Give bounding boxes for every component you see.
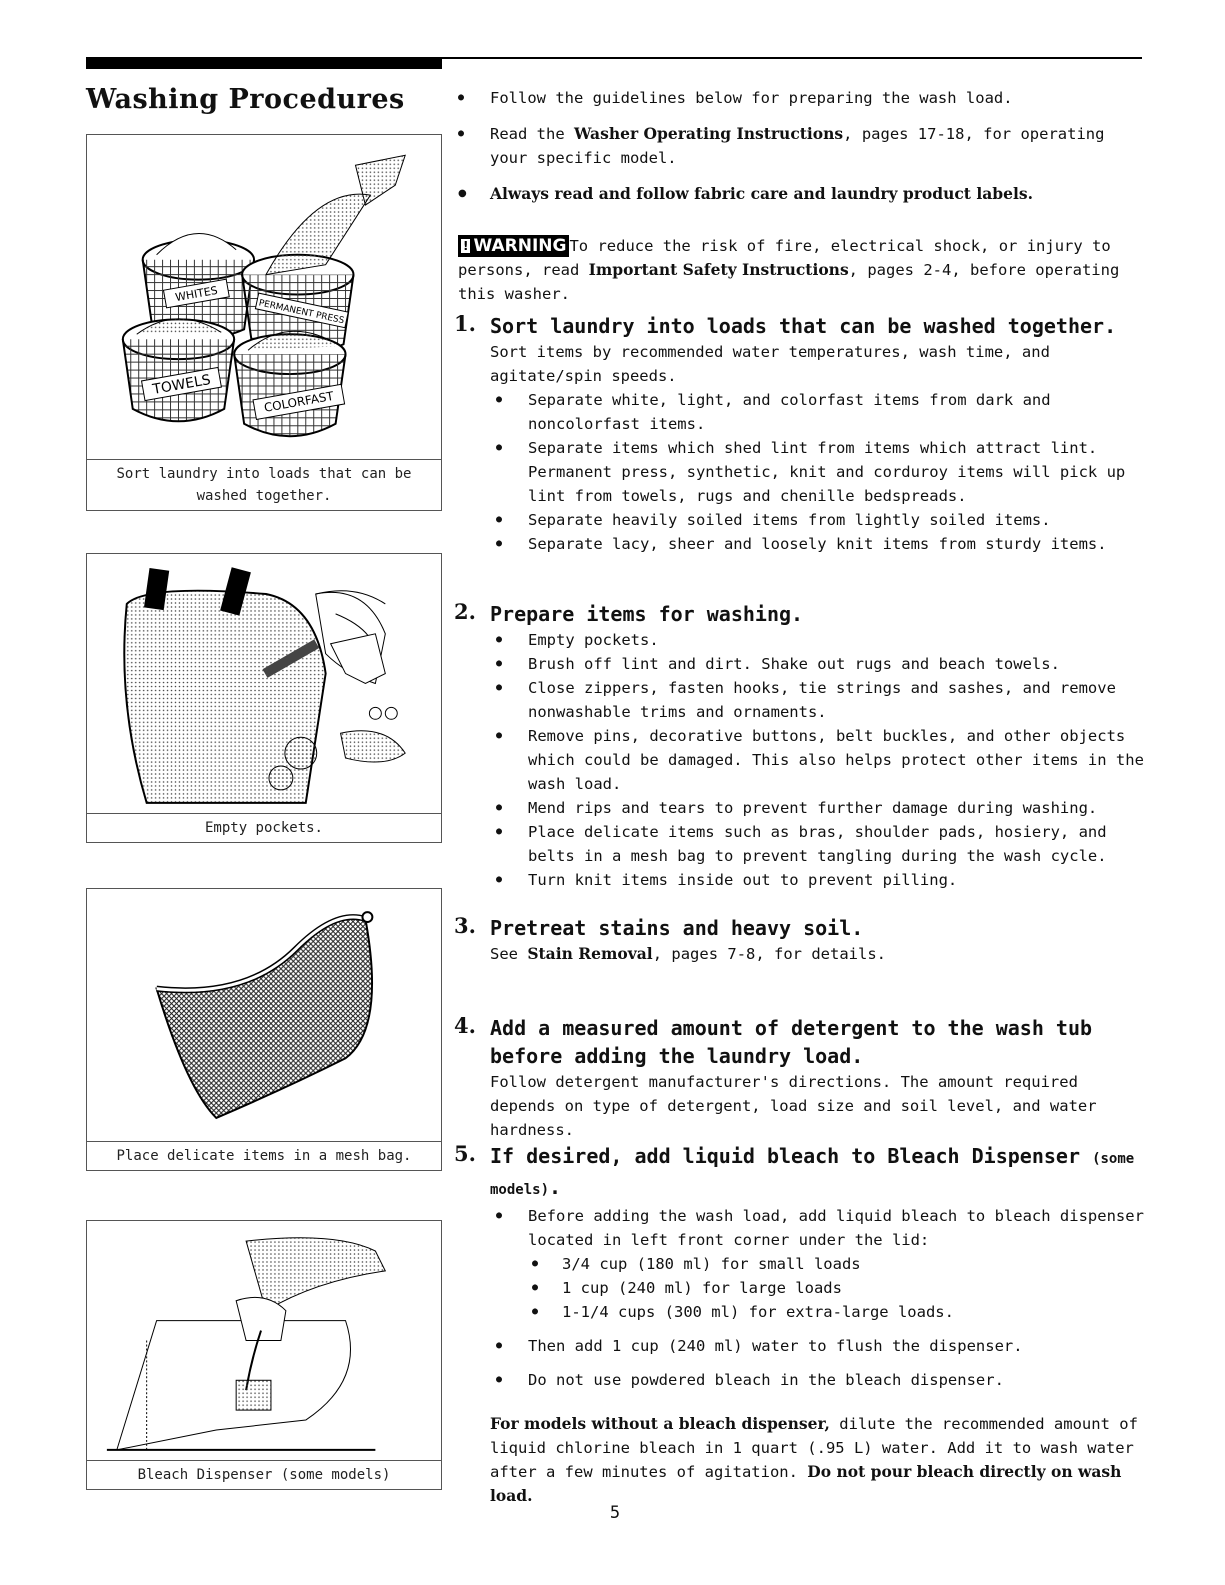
basket-label-colorfast: COLORFAST [262,388,335,415]
step-number: 3. [454,913,476,938]
intro-bullet: ● Read the Washer Operating Instructions, pages 17-18, for operating your specific model. [454,122,1144,170]
warning-badge: ! WARNING [458,235,569,257]
figure-sort-laundry [86,134,442,511]
intro-bullet-bold: ● Always read and follow fabric care and laundry product labels. [454,182,1144,206]
bleach-amount-item: ● 1-1/4 cups (300 ml) for extra-large loads. [454,1300,1144,1324]
bleach-pour-illustration [87,1221,441,1461]
list-item: ● Separate items which shed lint from items which attract lint. Permanent press, synthetic, knit and corduroy items will pick up lint from towels, rugs and chenille bedspreads. [454,436,1144,508]
baskets-svg [87,135,441,459]
step-1 [454,312,1144,556]
jeans-pocket-illustration [87,554,441,814]
bleach-amount-item: ● 1 cup (240 ml) for large loads [454,1276,1144,1300]
list-item: ● Remove pins, decorative buttons, belt buckles, and other objects which could be damaged. This also helps protect other items in the wash load. [454,724,1144,796]
figure-caption: Empty pockets. [204,820,323,836]
list-item: ● Mend rips and tears to prevent further damage during washing. [454,796,1144,820]
step-number: 4. [454,1013,476,1038]
step-title-note: (some models) [490,1151,1135,1198]
list-item: ● Separate heavily soiled items from lightly soiled items. [454,508,1144,532]
list-item: ● Separate lacy, sheer and loosely knit items from sturdy items. [454,532,1144,556]
figure-caption: Sort laundry into loads that can be washed together. [116,466,412,504]
page-title: Washing Procedures [86,84,405,115]
step-2 [454,600,1144,892]
step-body: Sort items by recommended water temperatures, wash time, and agitate/spin speeds. [490,343,1050,385]
mesh-bag-illustration [87,889,441,1142]
warning-block: ! WARNING To reduce the risk of fire, electrical shock, or injury to persons, read Important Safety Instructions, pages 2-4, before operating this washer. [458,236,1120,303]
operating-instructions-ref: Washer Operating Instructions [574,124,844,143]
step-number: 1. [454,311,476,336]
bleach-note: For models without a bleach dispenser, dilute the recommended amount of liquid chlorine bleach in 1 quart (.95 L) water. Add it to wash water after a few minutes of agitation. Do not pour bleach directly on wash load. [490,1414,1138,1505]
figure-mesh-bag [86,888,442,1171]
step-title: Prepare items for washing. [490,602,804,626]
list-item: ● Turn knit items inside out to prevent pilling. [454,868,1144,892]
basket-label-whites: WHITES [174,283,219,305]
intro-section [454,86,1144,206]
basket-label-permanent-press: PERMANENT PRESS [257,298,345,327]
list-item: ● Then add 1 cup (240 ml) water to flush the dispenser. [454,1334,1144,1358]
step-title: Add a measured amount of detergent to the wash tub before adding the laundry load. [490,1016,1093,1068]
warning-triangle-icon: ! [463,239,469,253]
step-body: Follow detergent manufacturer's directions. The amount required depends on type of detergent, load size and soil level, and water hardness. [490,1073,1097,1139]
header-rule-thin [442,57,1142,59]
figure-bleach-dispenser [86,1220,442,1490]
safety-instructions-ref: Important Safety Instructions [588,260,849,279]
step-number: 5. [454,1141,476,1166]
list-item: ● Close zippers, fasten hooks, tie strings and sashes, and remove nonwashable trims and ornaments. [454,676,1144,724]
header-rule-thick [86,57,442,69]
step-5 [454,1142,1144,1508]
figure-empty-pockets [86,553,442,843]
step-title: Sort laundry into loads that can be washed together. [490,314,1117,338]
step-4 [454,1014,1144,1142]
step-title: If desired, add liquid bleach to Bleach Dispenser (some models). [490,1144,1135,1199]
laundry-baskets-illustration [87,135,441,460]
step-number: 2. [454,599,476,624]
list-item: ● Brush off lint and dirt. Shake out rugs and beach towels. [454,652,1144,676]
step-3 [454,914,1144,966]
list-item: ● Empty pockets. [454,628,1144,652]
list-item: ● Separate white, light, and colorfast items from dark and noncolorfast items. [454,388,1144,436]
list-item: ● Do not use powdered bleach in the bleach dispenser. [454,1368,1144,1392]
intro-bullet: ● Follow the guidelines below for preparing the wash load. [454,86,1144,110]
step-body: See Stain Removal, pages 7-8, for details. [490,944,886,963]
figure-caption: Bleach Dispenser (some models) [137,1467,391,1483]
list-item: ● Place delicate items such as bras, shoulder pads, hosiery, and belts in a mesh bag to prevent tangling during the wash cycle. [454,820,1144,868]
list-item: ● Before adding the wash load, add liquid bleach to bleach dispenser located in left front corner under the lid: [454,1204,1144,1252]
page-number: 5 [609,1503,621,1523]
bleach-amount-item: ● 3/4 cup (180 ml) for small loads [454,1252,1144,1276]
basket-label-towels: TOWELS [151,372,212,398]
step-title: Pretreat stains and heavy soil. [490,916,864,940]
figure-caption: Place delicate items in a mesh bag. [116,1148,412,1164]
stain-removal-ref: Stain Removal [527,944,653,963]
